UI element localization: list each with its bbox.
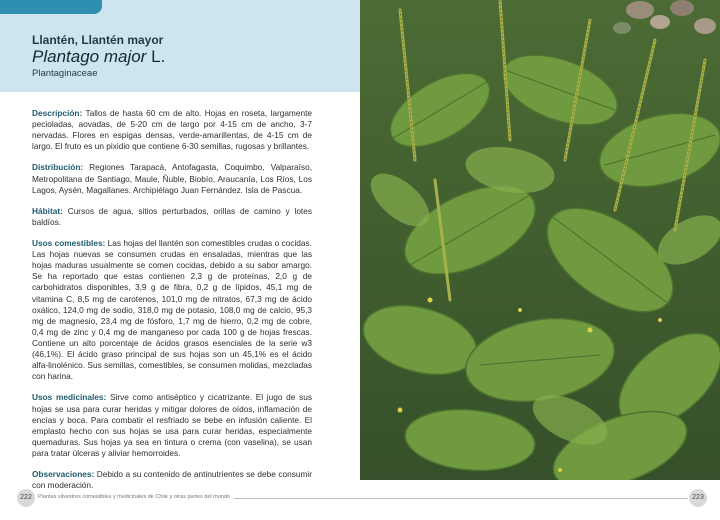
section-label: Distribución: <box>32 162 84 173</box>
section-text: Sirve como antiséptico y cicatrizante. El jugo de sus hojas se usa para curar heridas y mitigar dolores de oídos, inflamación de encías y boca. Para combatir el resfriado se bebe en infusión caliente. El emplasto hecho con sus hojas se usa para curar heridas, especialmente quemaduras. Sus hojas ya sea en tintura o crema (con vaselina), se usan para tratar úlceras y aliviar hemorroides. <box>32 392 312 458</box>
common-name: Llantén, Llantén mayor <box>32 33 164 47</box>
plant-photo <box>360 0 720 480</box>
section-habitat <box>32 206 312 228</box>
section-label: Descripción: <box>32 108 83 118</box>
section-distribution <box>32 162 312 195</box>
book-title: Plantas silvestres comestibles y medicinales de Chile y otras partes del mundo <box>38 494 234 500</box>
section-text: Tallos de hasta 60 cm de alto. Hojas en roseta, largamente pecioladas, aovadas, de 5-20 cm de largo por 4-15 cm de ancho, 3-7 nervadas. Flores en espigas densas, verde-amarillentas, de 4-15 cm de largo. El fruto es un pixidio que contiene 6-30 semillas, rugosas y brillantes. <box>32 108 312 152</box>
plant-photo-illustration <box>360 0 720 480</box>
section-text: Regiones Tarapacá, Antofagasta, Coquimbo, Valparaíso, Metropolitana de Santiago, Maule, Ñuble, Biobío, Araucanía, Los Ríos, Los Lagos, Aysén, Magallanes. Archipiélago Juan Fernández. Isla de Pascua. <box>32 162 313 195</box>
description-column <box>32 108 312 501</box>
section-observations <box>32 469 312 491</box>
section-label: Usos comestibles: <box>32 237 106 248</box>
section-label: Usos medicinales: <box>32 392 107 403</box>
page-number-right: 223 <box>689 489 707 507</box>
section-description <box>32 108 312 152</box>
section-label: Hábitat: <box>32 205 63 216</box>
page-number-left: 222 <box>17 489 35 507</box>
scientific-name <box>32 47 165 67</box>
section-text: Debido a su contenido de antinutrientes se debe consumir con moderación. <box>32 469 312 491</box>
corner-tab <box>0 0 102 14</box>
family-name: Plantaginaceae <box>32 68 98 79</box>
section-medicinal-uses <box>32 392 312 459</box>
section-text: Las hojas del llantén son comestibles crudas o cocidas. Las hojas nuevas se consumen crudas en ensaladas, mientras que las hojas maduras usualmente se comen cocidas, debido a su sabor amargo. Se ha reportado que estas contienen 2,3 g de proteínas, 2,0 g de carbohidratos disponibles, 3,9 g de fibra, 0,2 g de lípidos, 45,1 mg de vitamina C, 8,5 mg de carotenos, 101,0 mg de nitratos, 67,3 mg de ácido oxálico, 124,0 mg de sodio, 318,0 mg de potasio, 108,0 mg de calcio, 95,3 mg de magnesio, 23,4 mg de fósforo, 1,7 mg de hierro, 0,2 mg de cobre, 0,4 mg de zinc y 0,4 mg de manganeso por cada 100 g de hojas frescas. Contiene un alto porcentaje de ácidos grasos esenciales de la serie w3 (46,1%). El ácido graso principal de sus hojas son un 45,1% es el ácido alfa-linolénico. Sus semillas, comestibles, se consumen molidas, mezcladas con harina. <box>32 237 312 382</box>
section-edible-uses <box>32 238 312 382</box>
section-label: Observaciones: <box>32 469 95 480</box>
scientific-name-text: Plantago major <box>32 47 147 66</box>
author-abbrev: L. <box>151 47 166 66</box>
section-text: Cursos de agua, sitios perturbados, orillas de camino y lotes baldíos. <box>32 205 312 227</box>
